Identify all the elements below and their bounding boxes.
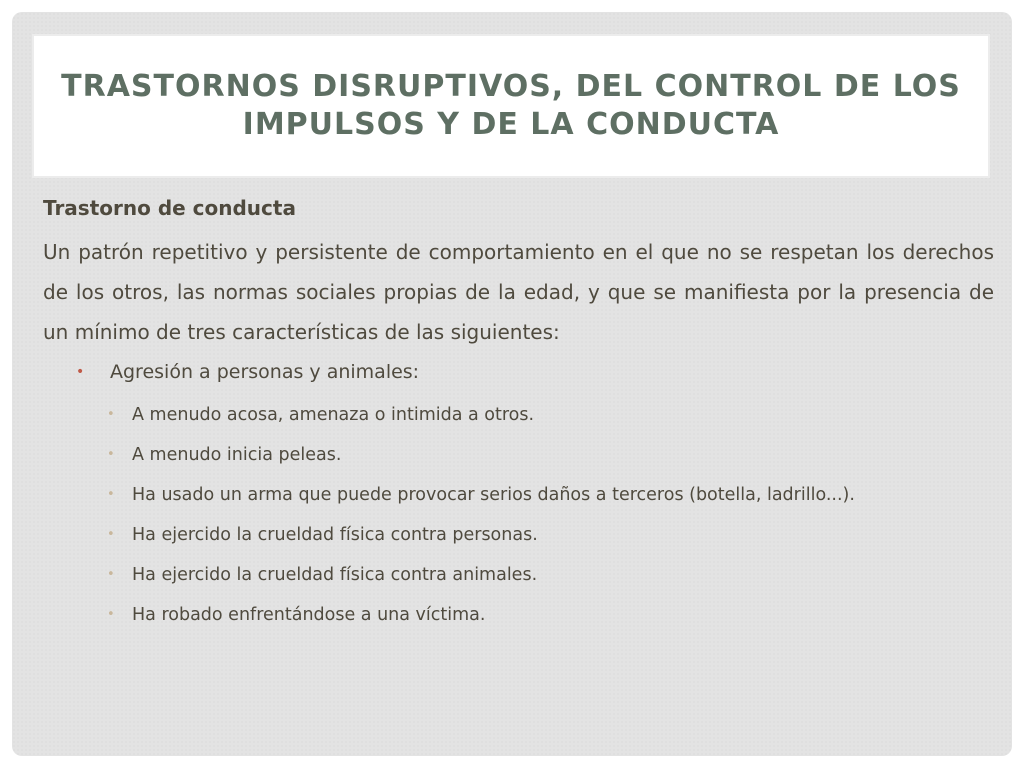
- bullet-level1-text: Agresión a personas y animales:: [110, 361, 420, 383]
- bullet-icon: •: [107, 407, 115, 422]
- slide: [12, 12, 1012, 756]
- list-item-text: A menudo acosa, amenaza o intimida a otros.: [132, 405, 535, 425]
- definition-paragraph: Un patrón repetitivo y persistente de comportamiento en el que no se respetan los derechos de los otros, las normas sociales propias de la edad, y que se manifiesta por la presencia de un mínimo de tres características de las siguientes:: [43, 240, 994, 344]
- list-item: [43, 560, 994, 590]
- bullet-level1: [43, 358, 994, 386]
- list-item: [43, 440, 994, 470]
- section-heading: Trastorno de conducta: [43, 196, 296, 220]
- title-box: [32, 34, 990, 178]
- list-item-text: A menudo inicia peleas.: [132, 445, 342, 465]
- bullet-icon: •: [76, 364, 85, 380]
- list-item: [43, 480, 994, 510]
- list-item-text: Ha ejercido la crueldad física contra personas.: [132, 525, 538, 545]
- list-item-text: Ha usado un arma que puede provocar serios daños a terceros (botella, ladrillo...).: [132, 485, 855, 505]
- list-item: [43, 600, 994, 630]
- bullet-icon: •: [107, 527, 115, 542]
- list-item: [43, 400, 994, 430]
- bullet-icon: •: [107, 447, 115, 462]
- bullet-icon: •: [107, 487, 115, 502]
- bullet-icon: •: [107, 567, 115, 582]
- content-area: [43, 194, 994, 630]
- list-item: [43, 520, 994, 550]
- list-item-text: Ha ejercido la crueldad física contra animales.: [132, 565, 538, 585]
- list-item-text: Ha robado enfrentándose a una víctima.: [132, 605, 486, 625]
- slide-title: TRASTORNOS DISRUPTIVOS, DEL CONTROL DE LOS IMPULSOS Y DE LA CONDUCTA: [61, 69, 961, 142]
- bullet-icon: •: [107, 607, 115, 622]
